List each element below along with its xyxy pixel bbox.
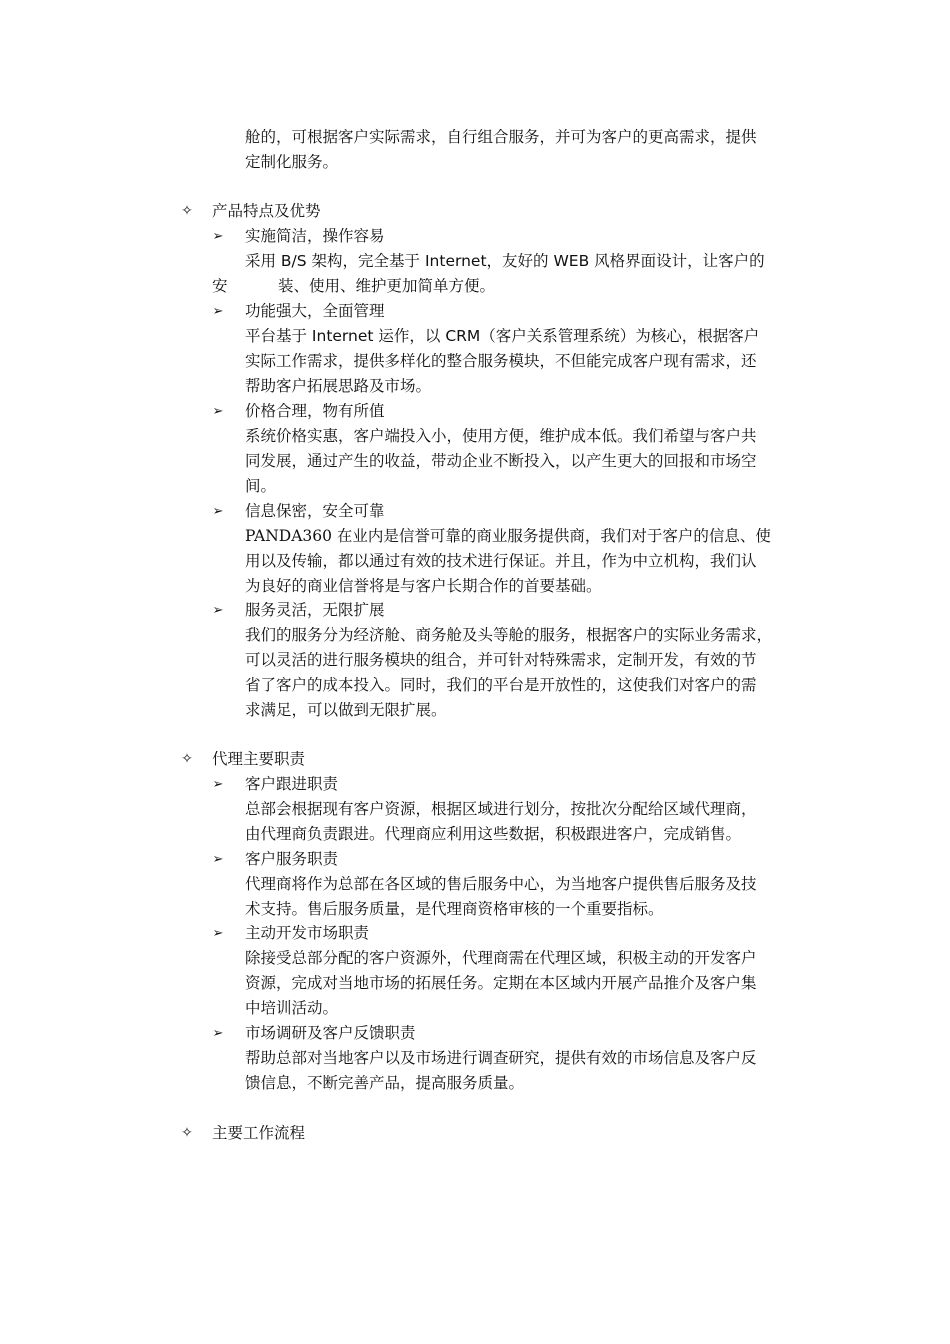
item-heading: 价格合理，物有所值 [245,402,385,420]
arrow-bullet-icon: ➢ [212,926,224,941]
item-text-line: 帮助总部对当地客户以及市场进行调查研究，提供有效的市场信息及客户反 [245,1049,757,1067]
section-heading-features: 产品特点及优势 [212,202,321,220]
item-text-line: 代理商将作为总部在各区域的售后服务中心，为当地客户提供售后服务及技 [245,875,757,893]
item-text-line: 采用 B/S 架构，完全基于 Internet，友好的 WEB 风格界面设计，让客户的 [245,252,765,270]
item-text-line: 帮助客户拓展思路及市场。 [245,377,432,395]
item-text-line: 间。 [245,477,277,495]
arrow-bullet-icon: ➢ [212,1026,224,1041]
item-text-line: 由代理商负责跟进。代理商应利用这些数据，积极跟进客户，完成销售。 [245,825,742,843]
item-text-line: PANDA360 在业内是信誉可靠的商业服务提供商，我们对于客户的信息、使 [245,527,771,545]
item-text-line: 馈信息，不断完善产品，提高服务质量。 [245,1074,525,1092]
item-text-line: 我们的服务分为经济舱、商务舱及头等舱的服务，根据客户的实际业务需求， [245,626,773,644]
item-text-line: 术支持。售后服务质量，是代理商资格审核的一个重要指标。 [245,900,664,918]
item-heading: 客户服务职责 [245,850,339,868]
diamond-bullet-icon: ✧ [181,203,193,219]
item-text-line: 求满足，可以做到无限扩展。 [245,701,447,719]
item-text-line: 系统价格实惠，客户端投入小，使用方便，维护成本低。我们希望与客户共 [245,427,757,445]
item-text-line: 同发展，通过产生的收益，带动企业不断投入，以产生更大的回报和市场空 [245,452,757,470]
item-text-line: 省了客户的成本投入。同时，我们的平台是开放性的，这使我们对客户的需 [245,676,757,694]
arrow-bullet-icon: ➢ [212,852,224,867]
item-text-line: 为良好的商业信誉将是与客户长期合作的首要基础。 [245,577,602,595]
item-text-line: 中培训活动。 [245,999,339,1017]
section-heading-agent: 代理主要职责 [212,750,306,768]
item-heading: 客户跟进职责 [245,775,339,793]
item-text-line: 资源，完成对当地市场的拓展任务。定期在本区域内开展产品推介及客户集 [245,974,757,992]
diamond-bullet-icon: ✧ [181,751,193,767]
arrow-bullet-icon: ➢ [212,304,224,319]
item-text-line: 可以灵活的进行服务模块的组合，并可针对特殊需求，定制开发，有效的节 [245,651,757,669]
item-text-line: 实际工作需求，提供多样化的整合服务模块，不但能完成客户现有需求，还 [245,352,757,370]
diamond-bullet-icon: ✧ [181,1125,193,1141]
section-heading-workflow: 主要工作流程 [212,1124,306,1142]
item-heading: 信息保密，安全可靠 [245,502,385,520]
intro-line: 舱的，可根据客户实际需求，自行组合服务，并可为客户的更高需求，提供 [245,128,757,146]
arrow-bullet-icon: ➢ [212,504,224,519]
item-heading: 市场调研及客户反馈职责 [245,1024,416,1042]
item-text-line: 平台基于 Internet 运作，以 CRM（客户关系管理系统）为核心，根据客户 [245,327,760,345]
arrow-bullet-icon: ➢ [212,404,224,419]
intro-line: 定制化服务。 [245,153,339,171]
arrow-bullet-icon: ➢ [212,777,224,792]
item-heading: 主动开发市场职责 [245,924,370,942]
item-text-line: 用以及传输，都以通过有效的技术进行保证。并且，作为中立机构，我们认 [245,552,757,570]
item-text-line: 装、使用、维护更加简单方便。 [278,277,496,295]
item-heading: 服务灵活，无限扩展 [245,601,385,619]
arrow-bullet-icon: ➢ [212,229,224,244]
arrow-bullet-icon: ➢ [212,603,224,618]
item-text-line: 总部会根据现有客户资源，根据区域进行划分，按批次分配给区域代理商， [245,800,757,818]
item-heading: 实施简洁，操作容易 [245,227,385,245]
item-text-line: 除接受总部分配的客户资源外，代理商需在代理区域，积极主动的开发客户 [245,949,757,967]
item-heading: 功能强大，全面管理 [245,302,385,320]
item-text-line: 安 [212,277,228,295]
